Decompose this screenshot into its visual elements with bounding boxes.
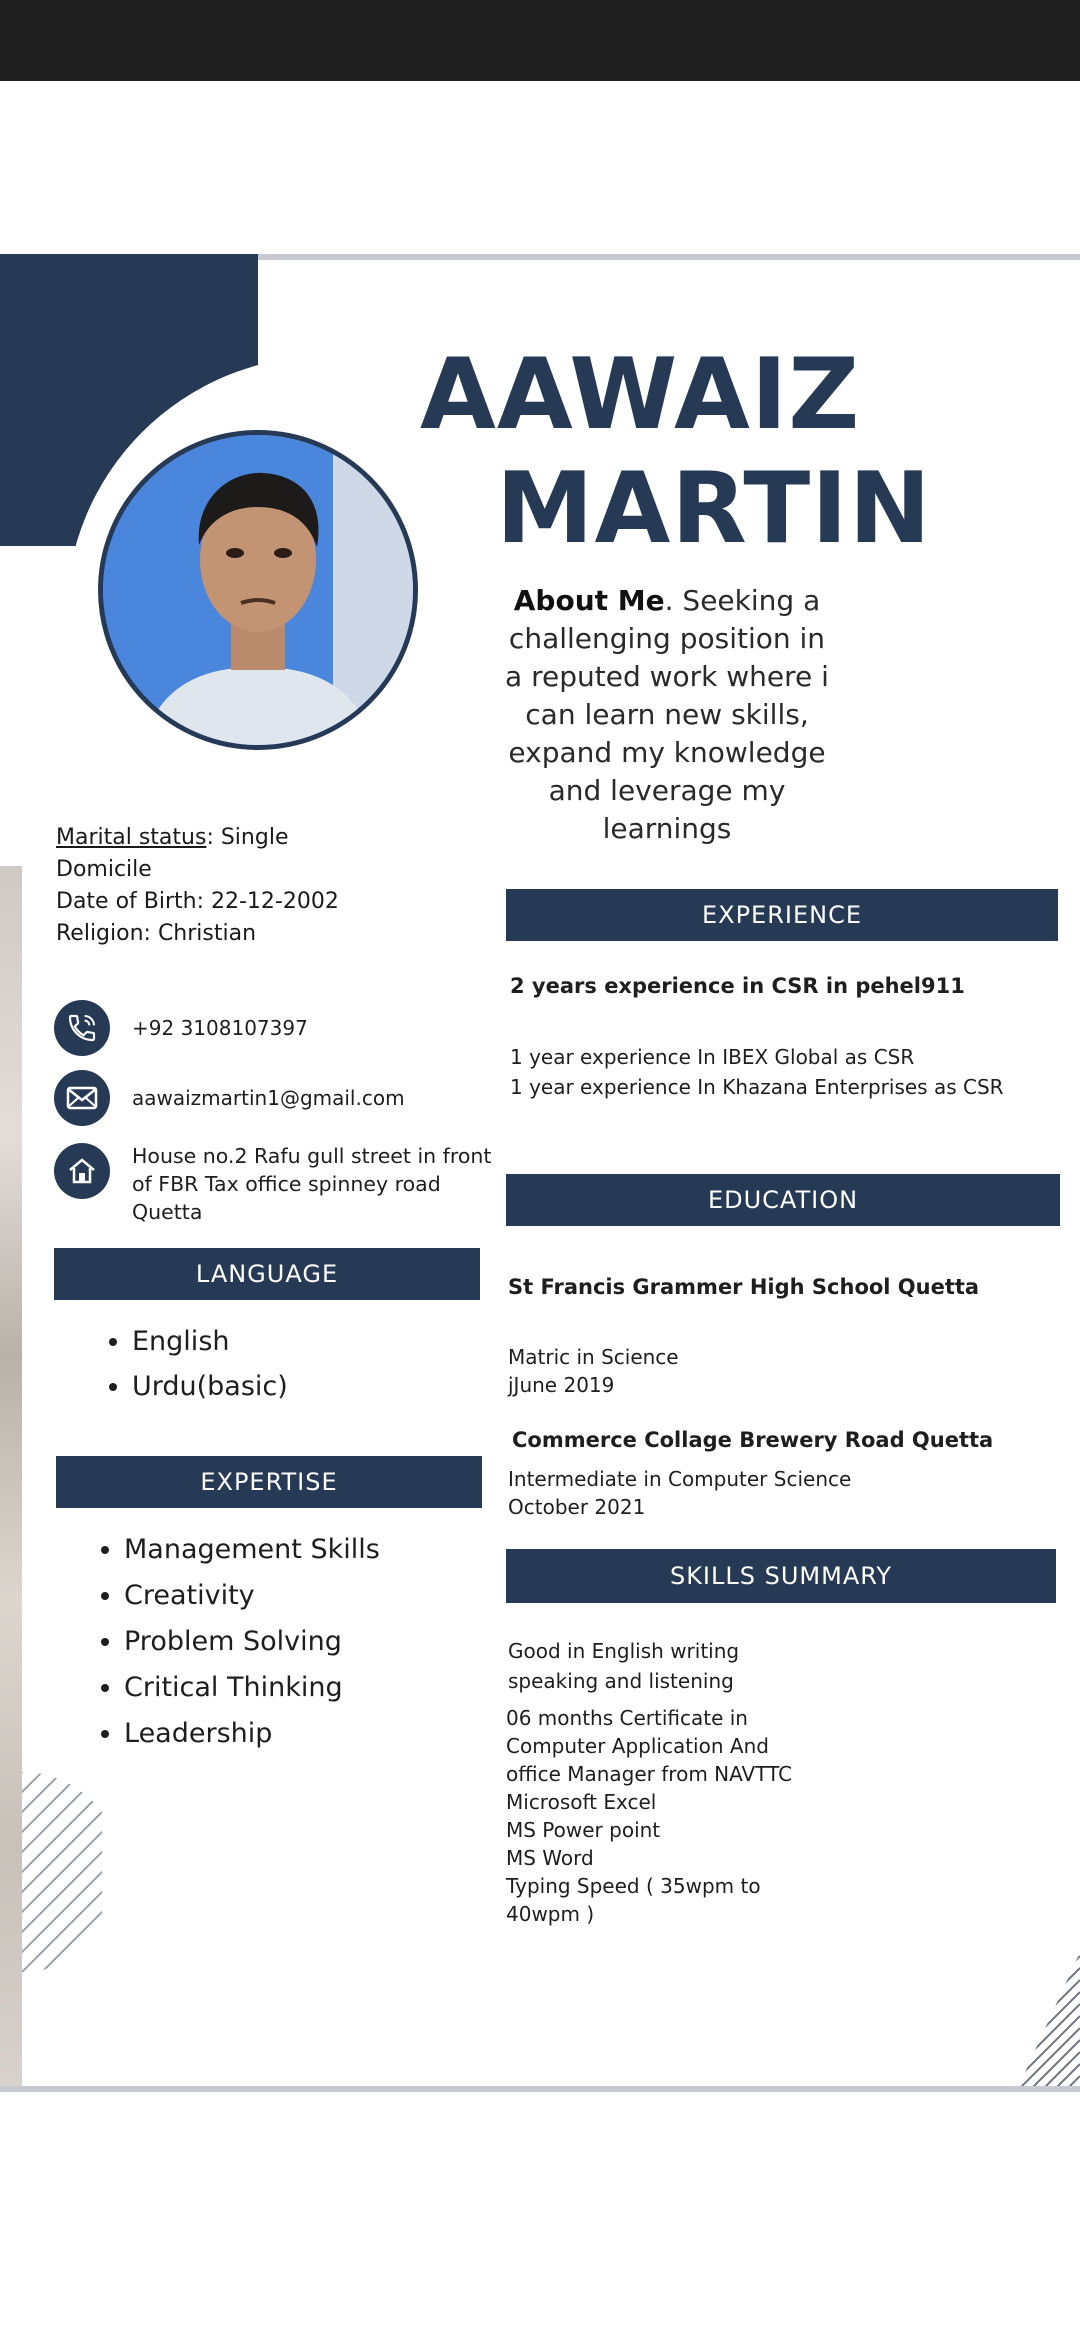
address-line: House no.2 Rafu gull street in front [132, 1144, 492, 1168]
skill-line: speaking and listening [508, 1669, 734, 1693]
list-item: • Critical Thinking [124, 1672, 380, 1703]
skill-line: 40wpm ) [506, 1902, 595, 1926]
date: jJune 2019 [508, 1373, 615, 1397]
phone-text: +92 3108107397 [132, 1016, 308, 1040]
name-last: MARTIN [496, 452, 932, 566]
degree: Intermediate in Computer Science [508, 1467, 852, 1491]
school-details [508, 1465, 851, 1521]
education-header: EDUCATION [506, 1174, 1060, 1226]
list-item: • Leadership [124, 1718, 380, 1749]
skills-header: SKILLS SUMMARY [506, 1549, 1056, 1603]
school-details [508, 1343, 679, 1399]
status-bar [0, 0, 1080, 81]
language-header: LANGUAGE [54, 1248, 480, 1300]
experience-line: 1 year experience In Khazana Enterprises as CSR [510, 1075, 1004, 1099]
skill-line: Computer Application And [506, 1734, 769, 1758]
domicile: Domicile [56, 857, 152, 882]
skill-line: 06 months Certificate in [506, 1706, 748, 1730]
left-edge-strip [0, 866, 22, 2092]
name-first: AAWAIZ [420, 338, 861, 452]
language-list [92, 1326, 288, 1402]
skills-intro [508, 1636, 739, 1696]
home-icon [54, 1143, 110, 1199]
experience-header: EXPERIENCE [506, 889, 1058, 941]
contact-email [54, 1070, 504, 1126]
experience-headline: 2 years experience in CSR in pehel911 [510, 974, 965, 998]
marital-status [56, 822, 339, 854]
list-item: • Problem Solving [124, 1626, 380, 1657]
school-name: St Francis Grammer High School Quetta [508, 1275, 980, 1299]
expertise-header: EXPERTISE [56, 1456, 482, 1508]
skill-line: MS Word [506, 1846, 594, 1870]
skill-line: Typing Speed ( 35wpm to [506, 1874, 761, 1898]
marital-value: : Single [206, 825, 289, 850]
skill-line: Good in English writing [508, 1639, 740, 1663]
about-text: . Seeking a challenging position in a reputed work where i can learn new skills, expand my knowledge and leverage my learnings [505, 584, 829, 845]
about-me [504, 582, 830, 848]
phone-icon [54, 1000, 110, 1056]
address-line: of FBR Tax office spinney road [132, 1172, 441, 1196]
list-item: • Creativity [124, 1580, 380, 1611]
mail-icon [54, 1070, 110, 1126]
experience-line: 1 year experience In IBEX Global as CSR [510, 1045, 915, 1069]
date-of-birth: Date of Birth: 22-12-2002 [56, 889, 339, 914]
skill-line: MS Power point [506, 1818, 661, 1842]
address-text [132, 1142, 491, 1226]
contact-phone [54, 1000, 504, 1056]
personal-info [56, 822, 339, 950]
marital-label: Marital status [56, 825, 207, 850]
profile-photo [98, 430, 418, 750]
list-item: • Urdu(basic) [132, 1371, 288, 1402]
degree: Matric in Science [508, 1345, 679, 1369]
skills-list [506, 1704, 792, 1928]
hatch-decoration-right [1016, 1952, 1080, 2092]
bottom-rule [0, 2086, 1080, 2092]
skill-line: Microsoft Excel [506, 1790, 657, 1814]
about-label: About Me [513, 584, 665, 617]
skill-line: office Manager from NAVTTC [506, 1762, 793, 1786]
email-text: aawaizmartin1@gmail.com [132, 1086, 405, 1110]
list-item: • Management Skills [124, 1534, 380, 1565]
list-item: • English [132, 1326, 288, 1357]
hatch-decoration-left [22, 1772, 102, 1972]
expertise-list [84, 1534, 380, 1749]
date: October 2021 [508, 1495, 646, 1519]
contact-address [54, 1143, 504, 1226]
religion: Religion: Christian [56, 921, 257, 946]
address-line: Quetta [132, 1200, 203, 1224]
school-name: Commerce Collage Brewery Road Quetta [512, 1428, 994, 1452]
experience-lines [510, 1042, 1004, 1102]
